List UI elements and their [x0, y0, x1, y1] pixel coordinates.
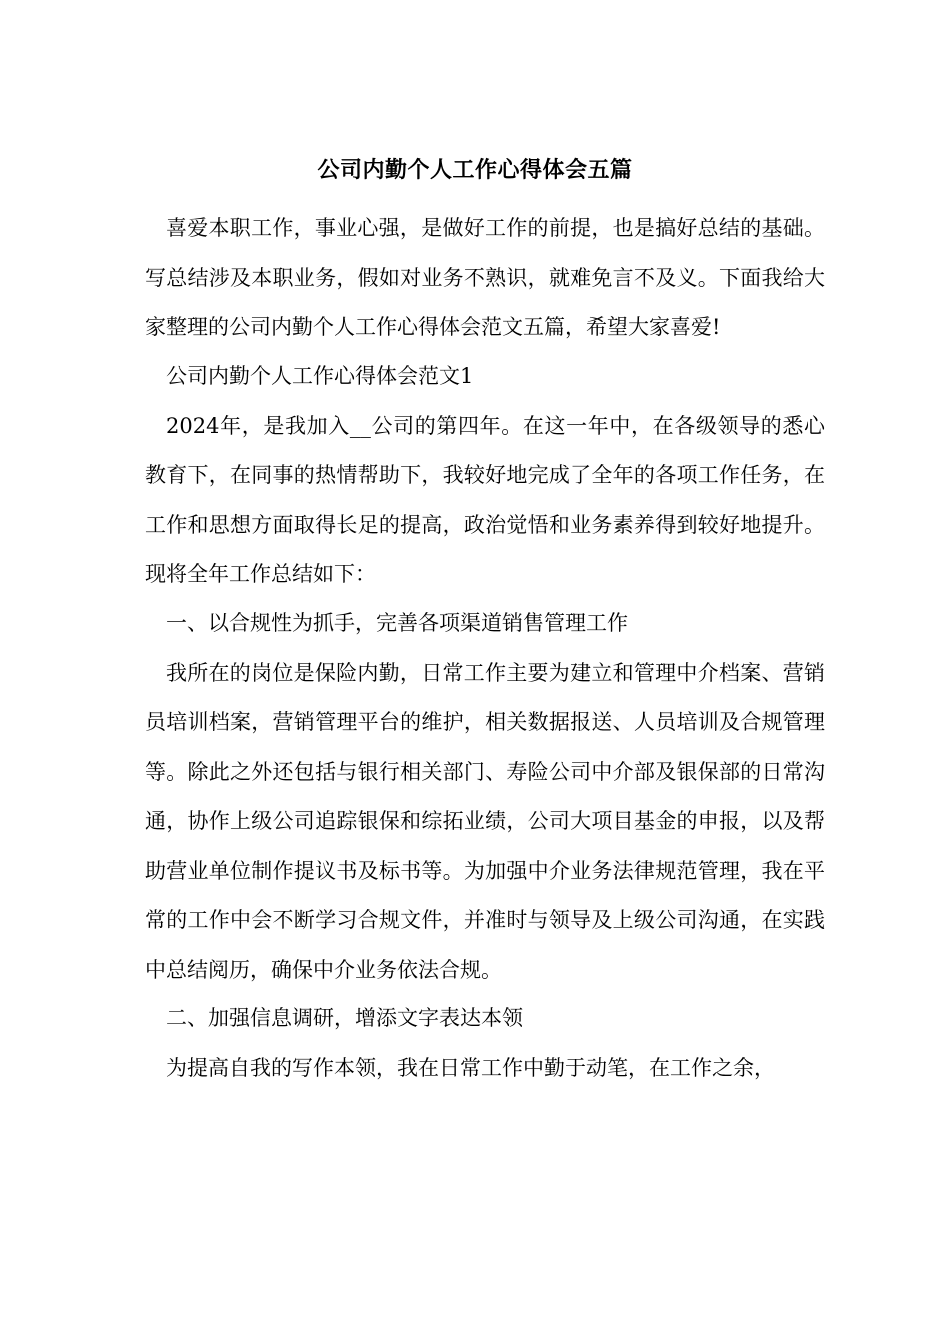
section-heading-sample-1: 公司内勤个人工作心得体会范文1: [166, 363, 474, 388]
subsection-2-paragraph: 为提高自我的写作本领，我在日常工作中勤于动笔，在工作之余，: [166, 1056, 775, 1080]
subsection-heading-1: 一、以合规性为抓手，完善各项渠道销售管理工作: [166, 610, 628, 635]
subsection-heading-2: 二、加强信息调研，增添文字表达本领: [166, 1006, 523, 1030]
subsection-1-paragraph: 我所在的岗位是保险内勤，日常工作主要为建立和管理中介档案、营销员培训档案，营销管理平台的维护，相关数据报送、人员培训及合规管理等。除此之外还包括与银行相关部门、寿险公司中介部及银保部的日常沟通，协作上级公司追踪银保和综拓业绩，公司大项目基金的申报，以及帮助营业单位制作提议书及标书等。为加强中介业务法律规范管理，我在平常的工作中会不断学习合规文件，并准时与领导及上级公司沟通，在实践中总结阅历，确保中介业务依法合规。: [145, 660, 825, 982]
document-body: [145, 204, 825, 1094]
sample-1-intro-paragraph: 2024年，是我加入__公司的第四年。在这一年中，在各级领导的悉心教育下，在同事的热情帮助下，我较好地完成了全年的各项工作任务，在工作和思想方面取得长足的提高，政治觉悟和业务素养得到较好地提升。现将全年工作总结如下：: [145, 413, 825, 586]
document-title: 公司内勤个人工作心得体会五篇: [317, 157, 633, 183]
intro-paragraph: 喜爱本职工作，事业心强，是做好工作的前提，也是搞好总结的基础。写总结涉及本职业务，假如对业务不熟识，就难免言不及义。下面我给大家整理的公司内勤个人工作心得体会范文五篇，希望大家喜爱!: [145, 216, 825, 339]
